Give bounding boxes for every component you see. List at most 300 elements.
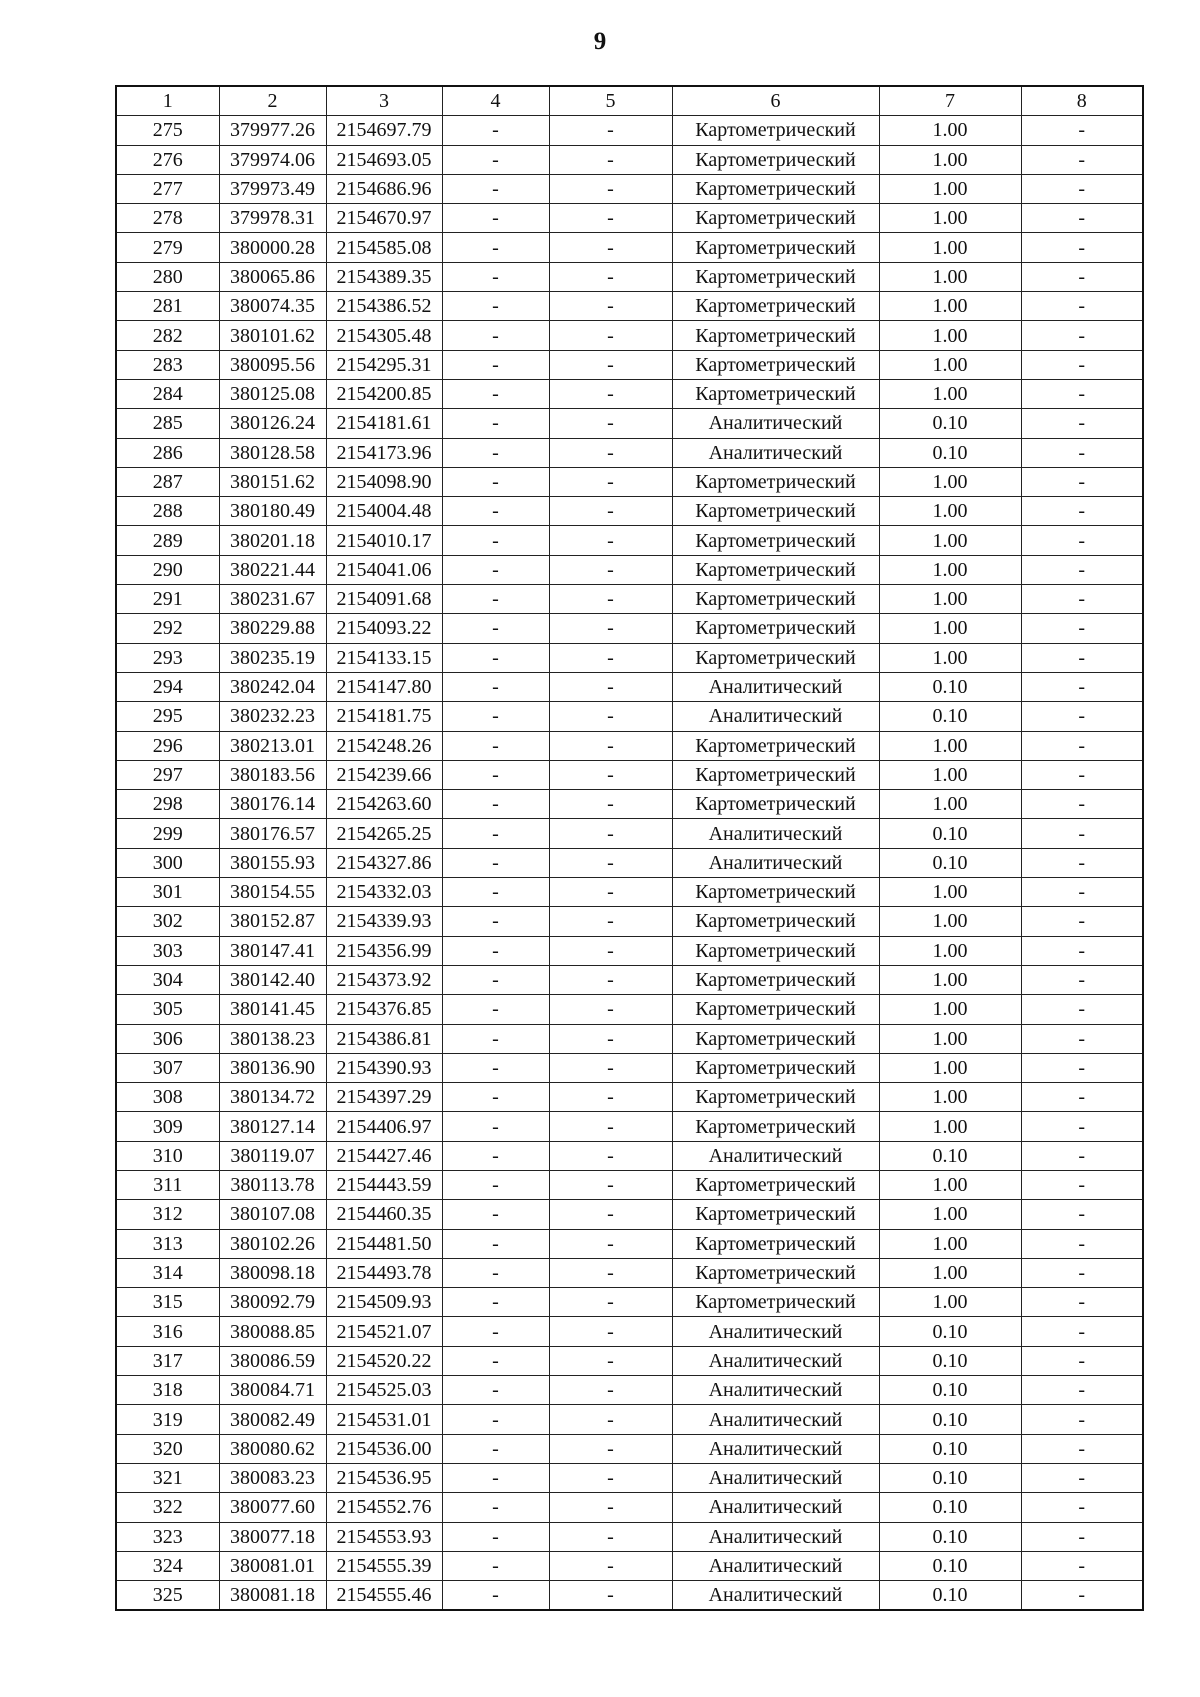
point-number-cell: 320 xyxy=(116,1434,219,1463)
table-row xyxy=(116,731,1143,760)
col5-cell: - xyxy=(549,204,672,233)
point-number-cell: 289 xyxy=(116,526,219,555)
y-coordinate-cell: 2154443.59 xyxy=(326,1170,442,1199)
col8-cell: - xyxy=(1021,1288,1143,1317)
col8-cell: - xyxy=(1021,585,1143,614)
y-coordinate-cell: 2154332.03 xyxy=(326,878,442,907)
col5-cell: - xyxy=(549,116,672,145)
table-row xyxy=(116,116,1143,145)
y-coordinate-cell: 2154521.07 xyxy=(326,1317,442,1346)
table-row xyxy=(116,262,1143,291)
table-row xyxy=(116,672,1143,701)
method-cell: Картометрический xyxy=(672,1170,879,1199)
y-coordinate-cell: 2154041.06 xyxy=(326,555,442,584)
col4-cell: - xyxy=(442,526,549,555)
col4-cell: - xyxy=(442,145,549,174)
x-coordinate-cell: 380082.49 xyxy=(219,1405,326,1434)
x-coordinate-cell: 380183.56 xyxy=(219,760,326,789)
col5-cell: - xyxy=(549,1024,672,1053)
x-coordinate-cell: 380077.60 xyxy=(219,1493,326,1522)
table-row xyxy=(116,1463,1143,1492)
y-coordinate-cell: 2154200.85 xyxy=(326,379,442,408)
point-number-cell: 283 xyxy=(116,350,219,379)
accuracy-cell: 1.00 xyxy=(879,1200,1021,1229)
x-coordinate-cell: 380065.86 xyxy=(219,262,326,291)
col5-cell: - xyxy=(549,1200,672,1229)
method-cell: Картометрический xyxy=(672,379,879,408)
col5-cell: - xyxy=(549,1434,672,1463)
col8-cell: - xyxy=(1021,1434,1143,1463)
accuracy-cell: 1.00 xyxy=(879,174,1021,203)
table-body xyxy=(116,116,1143,1611)
table-row xyxy=(116,526,1143,555)
method-cell: Аналитический xyxy=(672,1376,879,1405)
column-header: 8 xyxy=(1021,86,1143,116)
table-row xyxy=(116,1229,1143,1258)
col5-cell: - xyxy=(549,731,672,760)
accuracy-cell: 1.00 xyxy=(879,555,1021,584)
accuracy-cell: 1.00 xyxy=(879,995,1021,1024)
accuracy-cell: 1.00 xyxy=(879,936,1021,965)
col5-cell: - xyxy=(549,790,672,819)
col8-cell: - xyxy=(1021,760,1143,789)
point-number-cell: 293 xyxy=(116,643,219,672)
x-coordinate-cell: 380142.40 xyxy=(219,965,326,994)
point-number-cell: 286 xyxy=(116,438,219,467)
col8-cell: - xyxy=(1021,1581,1143,1611)
y-coordinate-cell: 2154481.50 xyxy=(326,1229,442,1258)
table-row xyxy=(116,1405,1143,1434)
accuracy-cell: 1.00 xyxy=(879,878,1021,907)
point-number-cell: 290 xyxy=(116,555,219,584)
col4-cell: - xyxy=(442,233,549,262)
x-coordinate-cell: 380126.24 xyxy=(219,409,326,438)
accuracy-cell: 1.00 xyxy=(879,379,1021,408)
col8-cell: - xyxy=(1021,878,1143,907)
col4-cell: - xyxy=(442,1170,549,1199)
point-number-cell: 302 xyxy=(116,907,219,936)
col8-cell: - xyxy=(1021,526,1143,555)
y-coordinate-cell: 2154693.05 xyxy=(326,145,442,174)
point-number-cell: 316 xyxy=(116,1317,219,1346)
table-row xyxy=(116,848,1143,877)
point-number-cell: 308 xyxy=(116,1083,219,1112)
column-header: 2 xyxy=(219,86,326,116)
col4-cell: - xyxy=(442,350,549,379)
y-coordinate-cell: 2154004.48 xyxy=(326,497,442,526)
y-coordinate-cell: 2154373.92 xyxy=(326,965,442,994)
x-coordinate-cell: 380151.62 xyxy=(219,467,326,496)
method-cell: Аналитический xyxy=(672,1405,879,1434)
col8-cell: - xyxy=(1021,292,1143,321)
x-coordinate-cell: 380084.71 xyxy=(219,1376,326,1405)
col4-cell: - xyxy=(442,1581,549,1611)
method-cell: Картометрический xyxy=(672,204,879,233)
y-coordinate-cell: 2154397.29 xyxy=(326,1083,442,1112)
method-cell: Аналитический xyxy=(672,848,879,877)
col8-cell: - xyxy=(1021,995,1143,1024)
col5-cell: - xyxy=(549,965,672,994)
method-cell: Картометрический xyxy=(672,643,879,672)
col5-cell: - xyxy=(549,1581,672,1611)
col8-cell: - xyxy=(1021,262,1143,291)
x-coordinate-cell: 379978.31 xyxy=(219,204,326,233)
table-row xyxy=(116,1493,1143,1522)
point-number-cell: 312 xyxy=(116,1200,219,1229)
point-number-cell: 311 xyxy=(116,1170,219,1199)
x-coordinate-cell: 380092.79 xyxy=(219,1288,326,1317)
table-row xyxy=(116,1053,1143,1082)
col8-cell: - xyxy=(1021,702,1143,731)
x-coordinate-cell: 380101.62 xyxy=(219,321,326,350)
accuracy-cell: 1.00 xyxy=(879,116,1021,145)
y-coordinate-cell: 2154305.48 xyxy=(326,321,442,350)
y-coordinate-cell: 2154376.85 xyxy=(326,995,442,1024)
col5-cell: - xyxy=(549,1346,672,1375)
col8-cell: - xyxy=(1021,409,1143,438)
method-cell: Картометрический xyxy=(672,1229,879,1258)
col4-cell: - xyxy=(442,790,549,819)
point-number-cell: 306 xyxy=(116,1024,219,1053)
y-coordinate-cell: 2154356.99 xyxy=(326,936,442,965)
method-cell: Картометрический xyxy=(672,116,879,145)
x-coordinate-cell: 380098.18 xyxy=(219,1258,326,1287)
method-cell: Аналитический xyxy=(672,1434,879,1463)
table-row xyxy=(116,438,1143,467)
accuracy-cell: 0.10 xyxy=(879,819,1021,848)
table-row xyxy=(116,760,1143,789)
col4-cell: - xyxy=(442,438,549,467)
accuracy-cell: 1.00 xyxy=(879,1112,1021,1141)
accuracy-cell: 1.00 xyxy=(879,614,1021,643)
col4-cell: - xyxy=(442,467,549,496)
table-row xyxy=(116,1346,1143,1375)
col4-cell: - xyxy=(442,878,549,907)
table-row xyxy=(116,965,1143,994)
point-number-cell: 319 xyxy=(116,1405,219,1434)
col5-cell: - xyxy=(549,995,672,1024)
col4-cell: - xyxy=(442,1258,549,1287)
point-number-cell: 322 xyxy=(116,1493,219,1522)
col5-cell: - xyxy=(549,409,672,438)
accuracy-cell: 1.00 xyxy=(879,1083,1021,1112)
accuracy-cell: 1.00 xyxy=(879,467,1021,496)
y-coordinate-cell: 2154133.15 xyxy=(326,643,442,672)
table-row xyxy=(116,321,1143,350)
table-row xyxy=(116,145,1143,174)
col8-cell: - xyxy=(1021,1317,1143,1346)
col5-cell: - xyxy=(549,321,672,350)
y-coordinate-cell: 2154327.86 xyxy=(326,848,442,877)
point-number-cell: 309 xyxy=(116,1112,219,1141)
y-coordinate-cell: 2154406.97 xyxy=(326,1112,442,1141)
col4-cell: - xyxy=(442,672,549,701)
x-coordinate-cell: 380232.23 xyxy=(219,702,326,731)
col4-cell: - xyxy=(442,965,549,994)
col8-cell: - xyxy=(1021,174,1143,203)
accuracy-cell: 0.10 xyxy=(879,438,1021,467)
x-coordinate-cell: 380074.35 xyxy=(219,292,326,321)
accuracy-cell: 0.10 xyxy=(879,1405,1021,1434)
x-coordinate-cell: 380128.58 xyxy=(219,438,326,467)
col4-cell: - xyxy=(442,585,549,614)
y-coordinate-cell: 2154010.17 xyxy=(326,526,442,555)
table-row xyxy=(116,702,1143,731)
x-coordinate-cell: 380136.90 xyxy=(219,1053,326,1082)
x-coordinate-cell: 380102.26 xyxy=(219,1229,326,1258)
col5-cell: - xyxy=(549,1170,672,1199)
y-coordinate-cell: 2154181.75 xyxy=(326,702,442,731)
col4-cell: - xyxy=(442,731,549,760)
y-coordinate-cell: 2154493.78 xyxy=(326,1258,442,1287)
col4-cell: - xyxy=(442,1200,549,1229)
x-coordinate-cell: 380201.18 xyxy=(219,526,326,555)
point-number-cell: 285 xyxy=(116,409,219,438)
method-cell: Картометрический xyxy=(672,1024,879,1053)
accuracy-cell: 1.00 xyxy=(879,1170,1021,1199)
method-cell: Аналитический xyxy=(672,1551,879,1580)
method-cell: Картометрический xyxy=(672,1258,879,1287)
point-number-cell: 313 xyxy=(116,1229,219,1258)
x-coordinate-cell: 380155.93 xyxy=(219,848,326,877)
x-coordinate-cell: 380113.78 xyxy=(219,1170,326,1199)
y-coordinate-cell: 2154263.60 xyxy=(326,790,442,819)
table-row xyxy=(116,1258,1143,1287)
table-row xyxy=(116,292,1143,321)
col8-cell: - xyxy=(1021,145,1143,174)
point-number-cell: 278 xyxy=(116,204,219,233)
y-coordinate-cell: 2154389.35 xyxy=(326,262,442,291)
y-coordinate-cell: 2154339.93 xyxy=(326,907,442,936)
col4-cell: - xyxy=(442,936,549,965)
table-row xyxy=(116,1083,1143,1112)
table-row xyxy=(116,790,1143,819)
col8-cell: - xyxy=(1021,643,1143,672)
point-number-cell: 323 xyxy=(116,1522,219,1551)
col4-cell: - xyxy=(442,819,549,848)
col8-cell: - xyxy=(1021,1405,1143,1434)
accuracy-cell: 0.10 xyxy=(879,1522,1021,1551)
col5-cell: - xyxy=(549,292,672,321)
point-number-cell: 297 xyxy=(116,760,219,789)
col4-cell: - xyxy=(442,1141,549,1170)
x-coordinate-cell: 380213.01 xyxy=(219,731,326,760)
accuracy-cell: 1.00 xyxy=(879,204,1021,233)
col5-cell: - xyxy=(549,233,672,262)
method-cell: Картометрический xyxy=(672,936,879,965)
table-row xyxy=(116,878,1143,907)
table-row xyxy=(116,614,1143,643)
table-row xyxy=(116,1317,1143,1346)
col8-cell: - xyxy=(1021,438,1143,467)
col4-cell: - xyxy=(442,262,549,291)
point-number-cell: 288 xyxy=(116,497,219,526)
point-number-cell: 303 xyxy=(116,936,219,965)
point-number-cell: 282 xyxy=(116,321,219,350)
x-coordinate-cell: 380119.07 xyxy=(219,1141,326,1170)
method-cell: Аналитический xyxy=(672,1317,879,1346)
col4-cell: - xyxy=(442,995,549,1024)
col4-cell: - xyxy=(442,614,549,643)
col4-cell: - xyxy=(442,497,549,526)
method-cell: Картометрический xyxy=(672,1112,879,1141)
method-cell: Аналитический xyxy=(672,672,879,701)
table-row xyxy=(116,907,1143,936)
col5-cell: - xyxy=(549,1112,672,1141)
method-cell: Картометрический xyxy=(672,1200,879,1229)
col8-cell: - xyxy=(1021,1053,1143,1082)
col5-cell: - xyxy=(549,145,672,174)
y-coordinate-cell: 2154173.96 xyxy=(326,438,442,467)
x-coordinate-cell: 380147.41 xyxy=(219,936,326,965)
point-number-cell: 277 xyxy=(116,174,219,203)
col5-cell: - xyxy=(549,1229,672,1258)
accuracy-cell: 0.10 xyxy=(879,1493,1021,1522)
x-coordinate-cell: 380081.01 xyxy=(219,1551,326,1580)
x-coordinate-cell: 380083.23 xyxy=(219,1463,326,1492)
x-coordinate-cell: 380125.08 xyxy=(219,379,326,408)
method-cell: Картометрический xyxy=(672,995,879,1024)
accuracy-cell: 1.00 xyxy=(879,1288,1021,1317)
col5-cell: - xyxy=(549,1258,672,1287)
accuracy-cell: 1.00 xyxy=(879,262,1021,291)
point-number-cell: 287 xyxy=(116,467,219,496)
col8-cell: - xyxy=(1021,965,1143,994)
table-row xyxy=(116,1581,1143,1611)
method-cell: Аналитический xyxy=(672,1141,879,1170)
col4-cell: - xyxy=(442,760,549,789)
page-number: 9 xyxy=(593,28,607,55)
col5-cell: - xyxy=(549,1141,672,1170)
table-row xyxy=(116,1024,1143,1053)
col8-cell: - xyxy=(1021,1346,1143,1375)
method-cell: Картометрический xyxy=(672,350,879,379)
col5-cell: - xyxy=(549,174,672,203)
col8-cell: - xyxy=(1021,614,1143,643)
col8-cell: - xyxy=(1021,1376,1143,1405)
table-row xyxy=(116,233,1143,262)
table-row xyxy=(116,1200,1143,1229)
y-coordinate-cell: 2154555.39 xyxy=(326,1551,442,1580)
col5-cell: - xyxy=(549,379,672,408)
accuracy-cell: 0.10 xyxy=(879,1434,1021,1463)
accuracy-cell: 1.00 xyxy=(879,907,1021,936)
table-row xyxy=(116,819,1143,848)
col8-cell: - xyxy=(1021,555,1143,584)
accuracy-cell: 1.00 xyxy=(879,731,1021,760)
col8-cell: - xyxy=(1021,819,1143,848)
x-coordinate-cell: 380081.18 xyxy=(219,1581,326,1611)
table-row xyxy=(116,379,1143,408)
x-coordinate-cell: 380141.45 xyxy=(219,995,326,1024)
point-number-cell: 275 xyxy=(116,116,219,145)
x-coordinate-cell: 380242.04 xyxy=(219,672,326,701)
accuracy-cell: 1.00 xyxy=(879,1258,1021,1287)
x-coordinate-cell: 379973.49 xyxy=(219,174,326,203)
y-coordinate-cell: 2154525.03 xyxy=(326,1376,442,1405)
method-cell: Аналитический xyxy=(672,1463,879,1492)
method-cell: Картометрический xyxy=(672,526,879,555)
method-cell: Картометрический xyxy=(672,1083,879,1112)
col4-cell: - xyxy=(442,1346,549,1375)
point-number-cell: 318 xyxy=(116,1376,219,1405)
table-row xyxy=(116,643,1143,672)
col8-cell: - xyxy=(1021,204,1143,233)
point-number-cell: 284 xyxy=(116,379,219,408)
x-coordinate-cell: 380134.72 xyxy=(219,1083,326,1112)
col4-cell: - xyxy=(442,1053,549,1082)
col4-cell: - xyxy=(442,1522,549,1551)
accuracy-cell: 0.10 xyxy=(879,848,1021,877)
col5-cell: - xyxy=(549,1405,672,1434)
table-row xyxy=(116,555,1143,584)
point-number-cell: 300 xyxy=(116,848,219,877)
col8-cell: - xyxy=(1021,1463,1143,1492)
table-row xyxy=(116,1434,1143,1463)
table-row xyxy=(116,1170,1143,1199)
table-row xyxy=(116,467,1143,496)
method-cell: Картометрический xyxy=(672,731,879,760)
column-header: 5 xyxy=(549,86,672,116)
table-header xyxy=(116,86,1143,116)
y-coordinate-cell: 2154386.52 xyxy=(326,292,442,321)
col4-cell: - xyxy=(442,321,549,350)
y-coordinate-cell: 2154390.93 xyxy=(326,1053,442,1082)
x-coordinate-cell: 380231.67 xyxy=(219,585,326,614)
accuracy-cell: 1.00 xyxy=(879,1024,1021,1053)
y-coordinate-cell: 2154536.95 xyxy=(326,1463,442,1492)
accuracy-cell: 1.00 xyxy=(879,526,1021,555)
col8-cell: - xyxy=(1021,1024,1143,1053)
col4-cell: - xyxy=(442,409,549,438)
point-number-cell: 301 xyxy=(116,878,219,907)
point-number-cell: 279 xyxy=(116,233,219,262)
y-coordinate-cell: 2154531.01 xyxy=(326,1405,442,1434)
col8-cell: - xyxy=(1021,848,1143,877)
x-coordinate-cell: 380180.49 xyxy=(219,497,326,526)
point-number-cell: 307 xyxy=(116,1053,219,1082)
x-coordinate-cell: 380107.08 xyxy=(219,1200,326,1229)
col4-cell: - xyxy=(442,1463,549,1492)
accuracy-cell: 1.00 xyxy=(879,1229,1021,1258)
x-coordinate-cell: 380138.23 xyxy=(219,1024,326,1053)
table-row xyxy=(116,497,1143,526)
accuracy-cell: 0.10 xyxy=(879,1317,1021,1346)
col5-cell: - xyxy=(549,1463,672,1492)
table-row xyxy=(116,1288,1143,1317)
table-row xyxy=(116,1141,1143,1170)
col8-cell: - xyxy=(1021,1112,1143,1141)
col5-cell: - xyxy=(549,555,672,584)
y-coordinate-cell: 2154686.96 xyxy=(326,174,442,203)
col5-cell: - xyxy=(549,1493,672,1522)
col4-cell: - xyxy=(442,1229,549,1258)
method-cell: Картометрический xyxy=(672,292,879,321)
method-cell: Аналитический xyxy=(672,409,879,438)
table-row xyxy=(116,1551,1143,1580)
col5-cell: - xyxy=(549,350,672,379)
point-number-cell: 325 xyxy=(116,1581,219,1611)
point-number-cell: 315 xyxy=(116,1288,219,1317)
method-cell: Картометрический xyxy=(672,467,879,496)
accuracy-cell: 0.10 xyxy=(879,1551,1021,1580)
accuracy-cell: 1.00 xyxy=(879,145,1021,174)
col8-cell: - xyxy=(1021,936,1143,965)
col8-cell: - xyxy=(1021,467,1143,496)
x-coordinate-cell: 380080.62 xyxy=(219,1434,326,1463)
col5-cell: - xyxy=(549,819,672,848)
col4-cell: - xyxy=(442,1288,549,1317)
